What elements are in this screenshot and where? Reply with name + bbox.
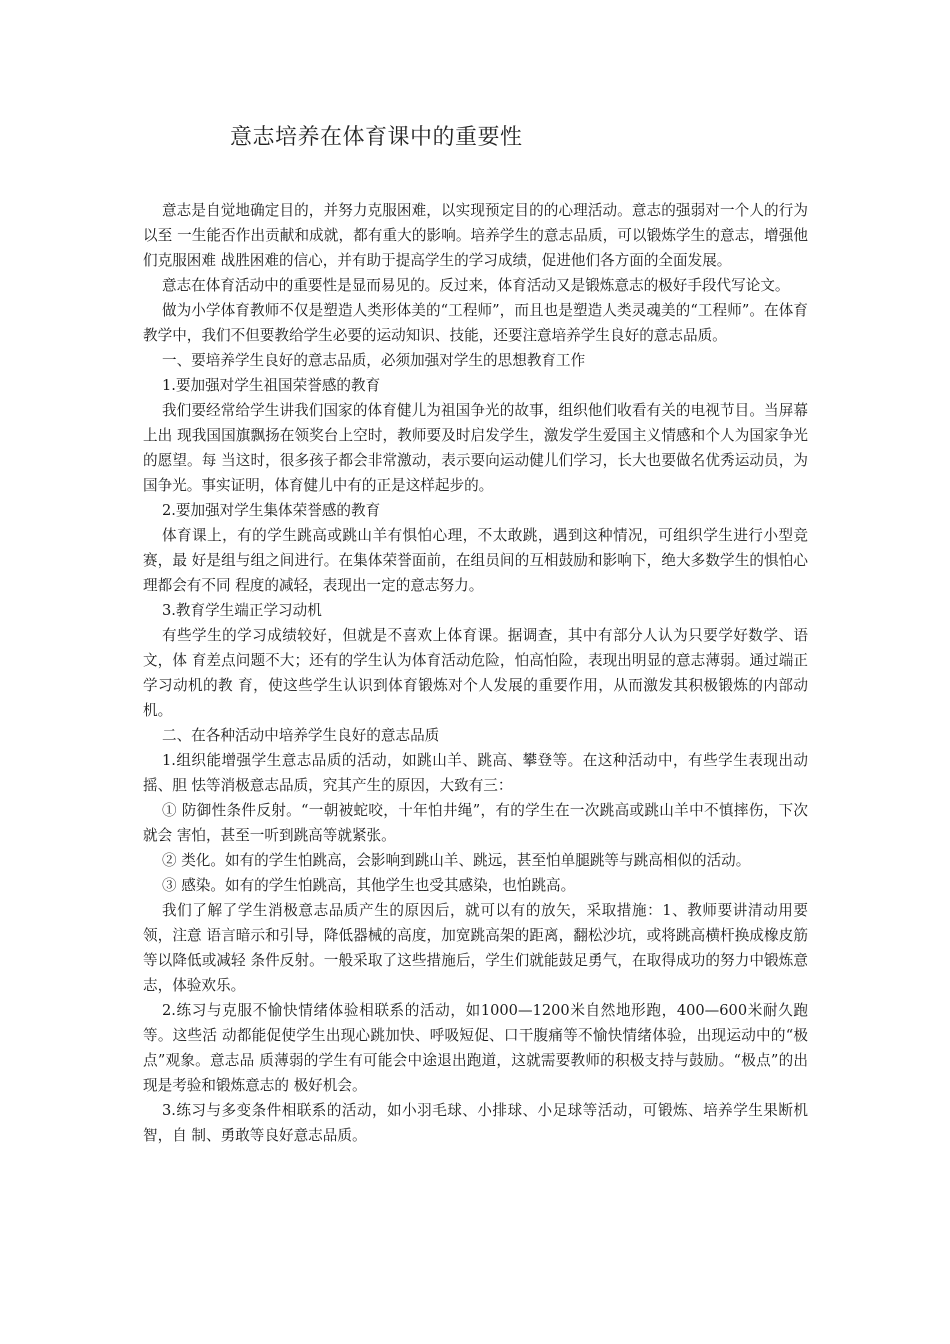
paragraph: 意志在体育活动中的重要性是显而易见的。反过来，体育活动又是锻炼意志的极好手段代写论文。 <box>161 277 790 294</box>
subsection-heading: 2.要加强对学生集体荣誉感的教育 <box>161 502 381 519</box>
paragraph: 我们要经常给学生讲我们国家的体育健儿为祖国争光的故事，组织他们收看有关的电视节目。当屏幕上出 现我国国旗飘扬在领奖台上空时，教师要及时启发学生，激发学生爱国主义情感和个人为国家争光的愿望。每 当这时，很多孩子都会非常激动，表示要向运动健儿们学习，长大也要做名优秀运动员，为国争光。事实证明，体育健儿中有的正是这样起步的。 <box>143 402 808 494</box>
paragraph: 3.练习与多变条件相联系的活动，如小羽毛球、小排球、小足球等活动，可锻炼、培养学生果断机智，自 制、勇敢等良好意志品质。 <box>143 1102 808 1144</box>
list-item: ① 防御性条件反射。“一朝被蛇咬，十年怕井绳”，有的学生在一次跳高或跳山羊中不慎摔伤，下次就会 害怕，甚至一听到跳高等就紧张。 <box>143 802 808 844</box>
document-title: 意志培养在体育课中的重要性 <box>230 125 523 150</box>
paragraph: 2.练习与克服不愉快情绪体验相联系的活动，如1000—1200米自然地形跑，400—600米耐久跑等。这些活 动都能促使学生出现心跳加快、呼吸短促、口干腹痛等不愉快情绪体验，出现运动中的“极点”观象。意志品 质薄弱的学生有可能会中途退出跑道，这就需要教师的积极支持与鼓励。“极点”的出现是考验和锻炼意志的 极好机会。 <box>143 1002 808 1094</box>
section-heading: 一、要培养学生良好的意志品质，必须加强对学生的思想教育工作 <box>161 352 586 369</box>
section-heading: 二、在各种活动中培养学生良好的意志品质 <box>161 727 440 744</box>
list-item: ② 类化。如有的学生怕跳高，会影响到跳山羊、跳远，甚至怕单腿跳等与跳高相似的活动。 <box>161 852 751 869</box>
paragraph: 有些学生的学习成绩较好，但就是不喜欢上体育课。据调查，其中有部分人认为只要学好数学、语文，体 育差点问题不大；还有的学生认为体育活动危险，怕高怕险，表现出明显的意志薄弱。通过端正学习动机的教 育，使这些学生认识到体育锻炼对个人发展的重要作用，从而激发其积极锻炼的内部动机。 <box>143 627 808 719</box>
paragraph: 体育课上，有的学生跳高或跳山羊有惧怕心理，不太敢跳，遇到这种情况，可组织学生进行小型竞赛，最 好是组与组之间进行。在集体荣誉面前，在组员间的互相鼓励和影响下，绝大多数学生的惧怕心理都会有不同 程度的减轻，表现出一定的意志努力。 <box>143 527 808 594</box>
paragraph: 1.组织能增强学生意志品质的活动，如跳山羊、跳高、攀登等。在这种活动中，有些学生表现出动摇、胆 怯等消极意志品质，究其产生的原因，大致有三： <box>143 752 808 794</box>
subsection-heading: 1.要加强对学生祖国荣誉感的教育 <box>161 377 381 394</box>
subsection-heading: 3.教育学生端正学习动机 <box>161 602 322 619</box>
paragraph: 我们了解了学生消极意志品质产生的原因后，就可以有的放矢，采取措施：1、教师要讲清动用要领，注意 语言暗示和引导，降低器械的高度，加宽跳高架的距离，翻松沙坑，或将跳高横杆换成橡皮筋等以降低或减轻 条件反射。一般采取了这些措施后，学生们就能鼓足勇气，在取得成功的努力中锻炼意志，体验欢乐。 <box>143 902 808 994</box>
paragraph: 意志是自觉地确定目的，并努力克服困难，以实现预定目的的心理活动。意志的强弱对一个人的行为以至 一生能否作出贡献和成就，都有重大的影响。培养学生的意志品质，可以锻炼学生的意志，增强他们克服困难 战胜困难的信心，并有助于提高学生的学习成绩，促进他们各方面的全面发展。 <box>143 202 808 269</box>
paragraph: 做为小学体育教师不仅是塑造人类形体美的“工程师”，而且也是塑造人类灵魂美的“工程师”。在体育 教学中，我们不但要教给学生必要的运动知识、技能，还要注意培养学生良好的意志品质。 <box>143 302 808 344</box>
list-item: ③ 感染。如有的学生怕跳高，其他学生也受其感染，也怕跳高。 <box>161 877 576 894</box>
document-body <box>143 198 808 1148</box>
